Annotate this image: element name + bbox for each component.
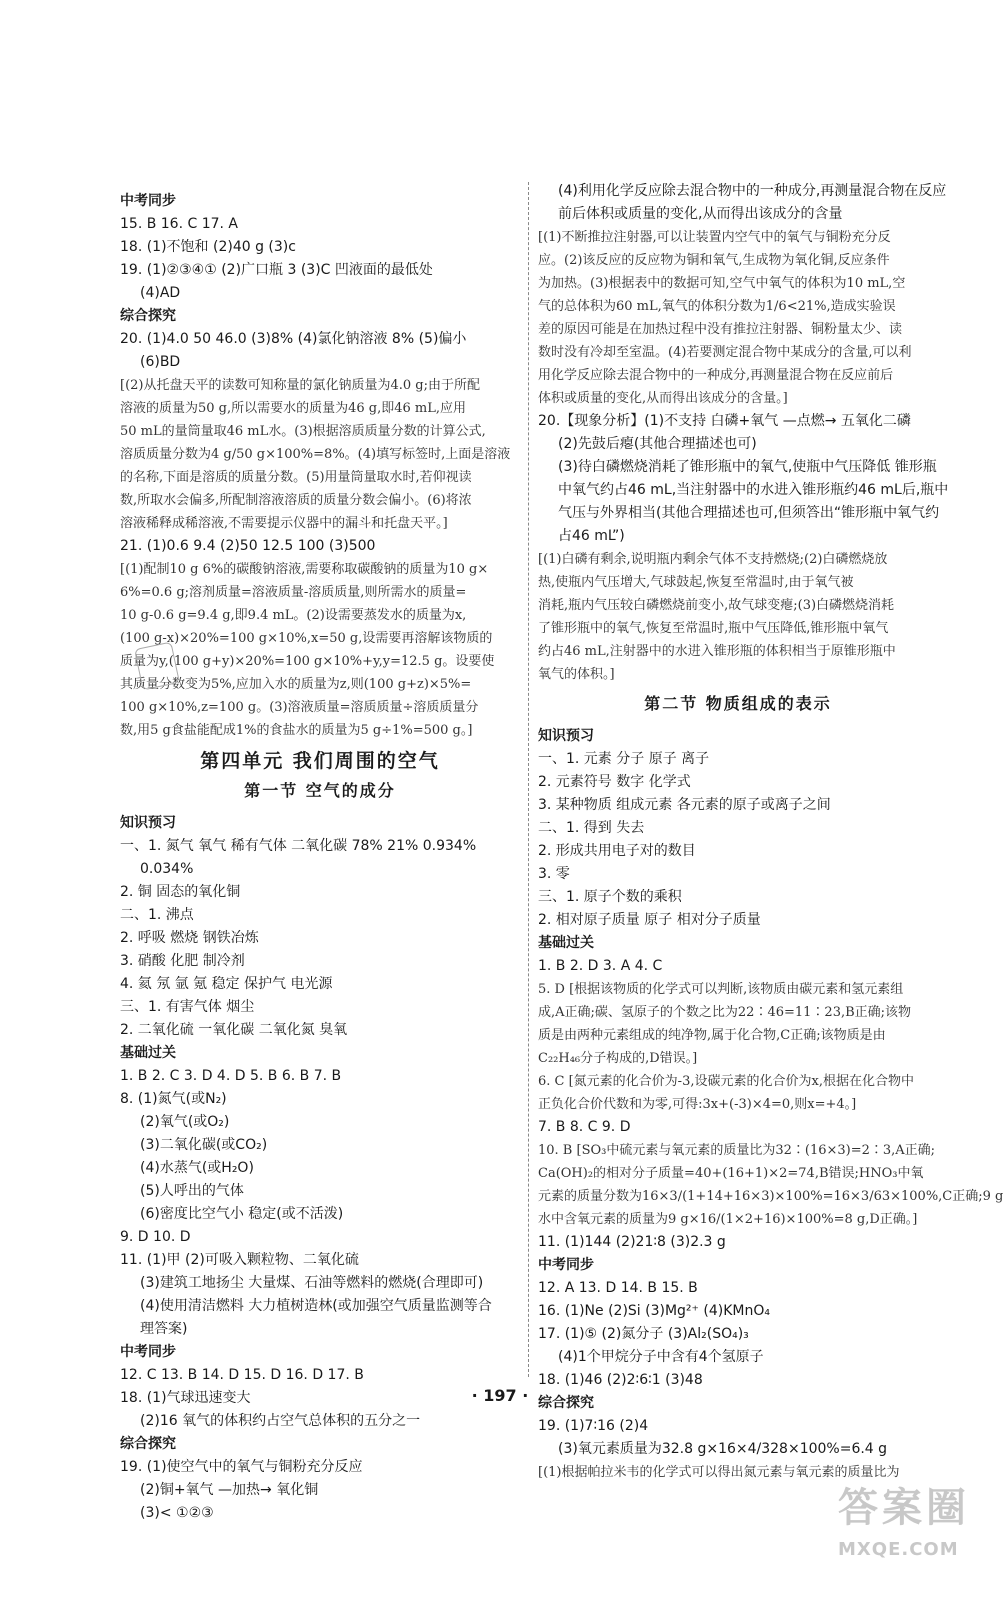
explanation-line: 数,所取水会偏多,所配制溶液溶质的质量分数会偏小。(6)将浓 — [120, 493, 472, 508]
explanation-line: 元素的质量分数为16×3/(1+14+16×3)×100%=16×3/63×100%,C正确;9 g — [538, 1189, 1003, 1204]
answer-subline: 理答案) — [140, 1321, 188, 1337]
answer-line: 11. (1)144 (2)21∶8 (3)2.3 g — [538, 1234, 726, 1250]
answer-line: 11. (1)甲 (2)可吸入颗粒物、二氧化硫 — [120, 1252, 359, 1268]
section-heading: 基础过关 — [120, 1045, 176, 1061]
explanation-line: 50 mL的量筒量取46 mL水。(3)根据溶质质量分数的计算公式, — [120, 424, 486, 439]
left-column — [120, 190, 520, 1525]
explanation-line: 约占46 mL,注射器中的水进入锥形瓶的体积相当于原锥形瓶中 — [538, 644, 896, 659]
answer-line: 20.【现象分析】(1)不支持 白磷+氧气 —点燃→ 五氧化二磷 — [538, 413, 911, 429]
answer-line: 3. 硝酸 化肥 制冷剂 — [120, 953, 245, 969]
watermark-line1: 答案圈 — [838, 1485, 970, 1531]
answer-subline: (4)1个甲烷分子中含有4个氢原子 — [558, 1349, 764, 1365]
unit-title: 第四单元 我们周围的空气 — [200, 750, 440, 772]
answer-line: 12. A 13. D 14. B 15. B — [538, 1280, 698, 1296]
explanation-line: [(1)白磷有剩余,说明瓶内剩余气体不支持燃烧;(2)白磷燃烧放 — [538, 552, 888, 567]
section-heading: 综合探究 — [538, 1395, 594, 1411]
section-title: 第一节 空气的成分 — [244, 781, 396, 800]
explanation-line: 成,A正确;碳、氢原子的个数之比为22∶46=11∶23,B正确;该物 — [538, 1005, 912, 1020]
explanation-line: [(1)配制10 g 6%的碳酸钠溶液,需要称取碳酸钠的质量为10 g× — [120, 562, 489, 577]
explanation-line: 5. D [根据该物质的化学式可以判断,该物质由碳元素和氢元素组 — [538, 982, 904, 997]
answer-line: 一、1. 元素 分子 原子 离子 — [538, 751, 710, 767]
answer-subline: (4)水蒸气(或H₂O) — [140, 1160, 254, 1176]
answer-line: 16. (1)Ne (2)Si (3)Mg²⁺ (4)KMnO₄ — [538, 1303, 770, 1319]
explanation-line: 溶液稀释成稀溶液,不需要提示仪器中的漏斗和托盘天平。] — [120, 516, 448, 531]
answer-subline: (3)建筑工地扬尘 大量煤、石油等燃料的燃烧(合理即可) — [140, 1275, 484, 1291]
explanation-line: 为加热。(3)根据表中的数据可知,空气中氧气的体积为10 mL,空 — [538, 276, 906, 291]
answer-line: 17. (1)⑤ (2)氮分子 (3)Al₂(SO₄)₃ — [538, 1326, 749, 1342]
explanation-line: C₂₂H₄₆分子构成的,D错误。] — [538, 1051, 698, 1066]
section-heading: 知识预习 — [538, 728, 594, 744]
answer-line: 19. (1)7∶16 (2)4 — [538, 1418, 649, 1434]
explanation-line: 质是由两种元素组成的纯净物,属于化合物,C正确;该物质是由 — [538, 1028, 886, 1043]
answer-line: 19. (1)使空气中的氧气与铜粉充分反应 — [120, 1459, 363, 1475]
answer-subline: (4)利用化学反应除去混合物中的一种成分,再测量混合物在反应 — [558, 183, 947, 199]
explanation-line: 其质量分数变为5%,应加入水的质量为z,则(100 g+z)×5%= — [120, 677, 472, 692]
explanation-line: 数,用5 g食盐能配成1%的食盐水的质量为5 g÷1%=500 g。] — [120, 723, 473, 738]
answer-line: 二、1. 沸点 — [120, 907, 194, 923]
page-number: · 197 · — [471, 1386, 529, 1405]
answer-subline: (3)< ①②③ — [140, 1505, 214, 1521]
answer-subline: 占46 mL”) — [558, 528, 625, 544]
section-heading: 中考同步 — [120, 1344, 176, 1360]
answer-subline: (3)氧元素质量为32.8 g×16×4/328×100%=6.4 g — [558, 1441, 888, 1457]
explanation-line: Ca(OH)₂的相对分子质量=40+(16+1)×2=74,B错误;HNO₃中氧 — [538, 1166, 924, 1181]
explanation-line: 水中含氧元素的质量为9 g×16/(1×2+16)×100%=8 g,D正确。] — [538, 1212, 918, 1227]
explanation-line: [(2)从托盘天平的读数可知称量的氯化钠质量为4.0 g;由于所配 — [120, 378, 480, 393]
section-title: 第二节 物质组成的表示 — [644, 694, 832, 713]
answer-line: 3. 零 — [538, 866, 570, 882]
answer-subline: (3)二氧化碳(或CO₂) — [140, 1137, 268, 1153]
column-divider — [528, 182, 530, 1377]
answer-subline: (6)密度比空气小 稳定(或不活泼) — [140, 1206, 344, 1222]
answer-line: 2. 相对原子质量 原子 相对分子质量 — [538, 912, 761, 928]
explanation-line: 了锥形瓶中的氧气,恢复至常温时,瓶中气压降低,锥形瓶中氧气 — [538, 621, 889, 636]
section-heading: 知识预习 — [120, 815, 176, 831]
explanation-line: 热,使瓶内气压增大,气球鼓起,恢复至常温时,由于氧气被 — [538, 575, 854, 590]
watermark-line2: MXQE.COM — [838, 1539, 959, 1560]
explanation-line: 应。(2)该反应的反应物为铜和氧气,生成物为氧化铜,反应条件 — [538, 253, 890, 268]
answer-line: 2. 二氧化硫 一氧化碳 二氧化氮 臭氧 — [120, 1022, 348, 1038]
answer-line: 2. 呼吸 燃烧 钢铁冶炼 — [120, 930, 259, 946]
explanation-line: 消耗,瓶内气压较白磷燃烧前变小,故气球变瘪;(3)白磷燃烧消耗 — [538, 598, 895, 613]
explanation-line: 6. C [氮元素的化合价为-3,设碳元素的化合价为x,根据在化合物中 — [538, 1074, 914, 1089]
answer-subline: (4)AD — [140, 285, 181, 301]
answer-line: 2. 铜 固态的氧化铜 — [120, 884, 241, 900]
explanation-line: 数时没有冷却至室温。(4)若要测定混合物中某成分的含量,可以利 — [538, 345, 912, 360]
answer-line: 1. B 2. C 3. D 4. D 5. B 6. B 7. B — [120, 1068, 342, 1084]
answer-subline: (2)16 氧气的体积约占空气总体积的五分之一 — [140, 1413, 421, 1429]
answer-line: 9. D 10. D — [120, 1229, 191, 1245]
explanation-line: [(1)根据帕拉米韦的化学式可以得出氮元素与氧元素的质量比为 — [538, 1465, 900, 1480]
answer-subline: 0.034% — [140, 861, 194, 877]
answer-subline: (2)氧气(或O₂) — [140, 1114, 230, 1130]
answer-subline: 中氧气约占46 mL,当注射器中的水进入锥形瓶约46 mL后,瓶中 — [558, 482, 949, 498]
explanation-line: (100 g-x)×20%=100 g×10%,x=50 g,设需要再溶解该物质的 — [120, 631, 493, 646]
answer-line: 20. (1)4.0 50 46.0 (3)8% (4)氯化钠溶液 8% (5)偏小 — [120, 331, 467, 347]
explanation-line: 体积或质量的变化,从而得出该成分的含量。] — [538, 391, 788, 406]
answer-line: 18. (1)46 (2)2∶6∶1 (3)48 — [538, 1372, 703, 1388]
answer-line: 8. (1)氮气(或N₂) — [120, 1091, 227, 1107]
explanation-line: 正负化合价代数和为零,可得:3x+(-3)×4=0,则x=+4。] — [538, 1097, 857, 1112]
explanation-line: 6%=0.6 g;溶剂质量=溶液质量-溶质质量,则所需水的质量= — [120, 585, 467, 600]
watermark-logo — [838, 1478, 988, 1588]
answer-line: 4. 氦 氖 氩 氪 稳定 保护气 电光源 — [120, 976, 333, 992]
explanation-line: 氧气的体积。] — [538, 667, 615, 682]
answer-line: 21. (1)0.6 9.4 (2)50 12.5 100 (3)500 — [120, 538, 376, 554]
answer-line: 三、1. 原子个数的乘积 — [538, 889, 682, 905]
answer-line: 18. (1)不饱和 (2)40 g (3)c — [120, 239, 296, 255]
answer-line: 一、1. 氮气 氧气 稀有气体 二氧化碳 78% 21% 0.934% — [120, 838, 477, 854]
answer-line: 15. B 16. C 17. A — [120, 216, 239, 232]
answer-subline: (3)待白磷燃烧消耗了锥形瓶中的氧气,使瓶中气压降低 锥形瓶 — [558, 459, 937, 475]
answer-line: 2. 元素符号 数字 化学式 — [538, 774, 691, 790]
explanation-line: 10. B [SO₃中硫元素与氧元素的质量比为32∶(16×3)=2∶3,A正确; — [538, 1143, 936, 1158]
answer-line: 12. C 13. B 14. D 15. D 16. D 17. B — [120, 1367, 364, 1383]
explanation-line: 用化学反应除去混合物中的一种成分,再测量混合物在反应前后 — [538, 368, 894, 383]
answer-subline: (5)人呼出的气体 — [140, 1183, 244, 1199]
answer-line: 3. 某种物质 组成元素 各元素的原子或离子之间 — [538, 797, 831, 813]
answer-subline: 前后体积或质量的变化,从而得出该成分的含量 — [558, 206, 843, 222]
answer-line: 三、1. 有害气体 烟尘 — [120, 999, 255, 1015]
explanation-line: 质量为y,(100 g+y)×20%=100 g×10%+y,y=12.5 g。设要使 — [120, 654, 495, 669]
explanation-line: 的名称,下面是溶质的质量分数。(5)用量筒量取水时,若仰视读 — [120, 470, 472, 485]
answer-line: 7. B 8. C 9. D — [538, 1119, 631, 1135]
answer-line: 2. 形成共用电子对的数目 — [538, 843, 696, 859]
section-heading: 综合探究 — [120, 308, 176, 324]
answer-line: 二、1. 得到 失去 — [538, 820, 645, 836]
answer-line: 18. (1)气球迅速变大 — [120, 1390, 251, 1406]
explanation-line: 溶液的质量为50 g,所以需要水的质量为46 g,即46 mL,应用 — [120, 401, 467, 416]
explanation-line: 10 g-0.6 g=9.4 g,即9.4 mL。(2)设需要蒸发水的质量为x, — [120, 608, 467, 623]
explanation-line: 差的原因可能是在加热过程中没有推拉注射器、铜粉量太少、读 — [538, 322, 903, 337]
explanation-line: 溶质质量分数为4 g/50 g×100%=8%。(4)填写标签时,上面是溶液 — [120, 447, 511, 462]
answer-subline: 气压与外界相当(其他合理描述也可,但须答出“锥形瓶中氧气约 — [558, 505, 940, 521]
section-heading: 基础过关 — [538, 935, 594, 951]
answer-subline: (2)铜+氧气 —加热→ 氧化铜 — [140, 1482, 319, 1498]
answer-subline: (4)使用清洁燃料 大力植树造林(或加强空气质量监测等合 — [140, 1298, 492, 1314]
answer-subline: (2)先鼓后瘪(其他合理描述也可) — [558, 436, 757, 452]
section-heading: 中考同步 — [120, 193, 176, 209]
section-heading: 综合探究 — [120, 1436, 176, 1452]
explanation-line: [(1)不断推拉注射器,可以让装置内空气中的氧气与铜粉充分反 — [538, 230, 891, 245]
explanation-line: 气的总体积为60 mL,氧气的体积分数为1/6<21%,造成实验误 — [538, 299, 896, 314]
right-column — [538, 180, 1003, 1484]
answer-line: 19. (1)②③④① (2)广口瓶 3 (3)C 凹液面的最低处 — [120, 262, 433, 278]
answer-subline: (6)BD — [140, 354, 181, 370]
explanation-line: 100 g×10%,z=100 g。(3)溶液质量=溶质质量÷溶质质量分 — [120, 700, 479, 715]
section-heading: 中考同步 — [538, 1257, 594, 1273]
answer-line: 1. B 2. D 3. A 4. C — [538, 958, 663, 974]
